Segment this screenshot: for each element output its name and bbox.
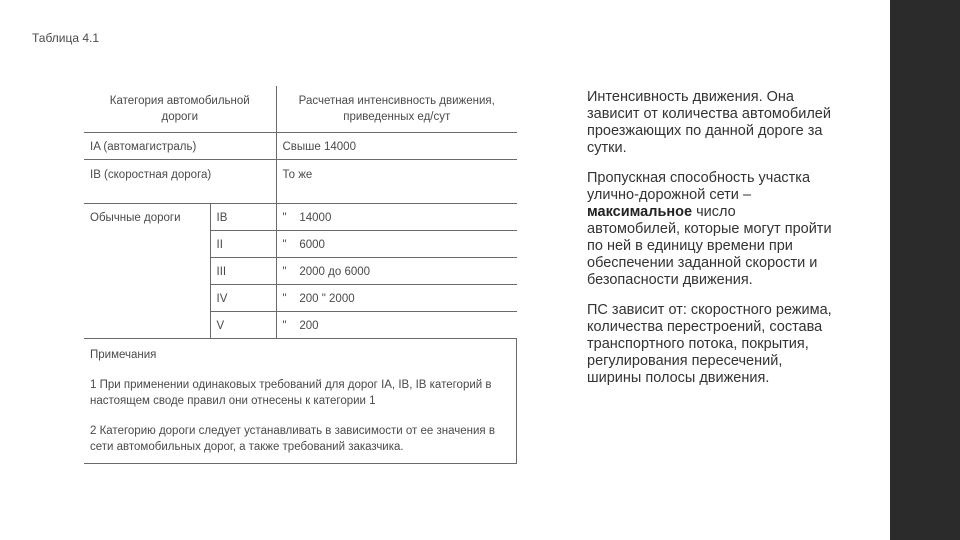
row-value: " 6000 xyxy=(276,231,517,258)
row-value: " 200 xyxy=(276,312,517,339)
road-category-table xyxy=(84,86,517,464)
note-1: 1 При применении одинаковых требований для дорог IA, IB, IB категорий в настоящем своде правил они отнесены к категории 1 xyxy=(90,379,492,407)
table-caption: Таблица 4.1 xyxy=(32,31,100,45)
row-value: То же xyxy=(276,160,517,204)
paragraph-factors: ПС зависит от: скоростного режима, количества перестроений, состава транспортного потока, покрытия, регулирования пересечений, ширины полосы движения. xyxy=(587,302,832,386)
bold-word: максимальное xyxy=(587,204,693,220)
road-class: IB xyxy=(210,204,276,231)
road-class: IV xyxy=(210,285,276,312)
road-class: II xyxy=(210,231,276,258)
header-intensity: Расчетная интенсивность движения, приведенных ед/сут xyxy=(276,86,517,133)
table-row xyxy=(84,160,517,204)
note-2: 2 Категорию дороги следует устанавливать в зависимости от ее значения в сети автомобильных дорог, а также требований заказчика. xyxy=(90,425,495,453)
side-bar xyxy=(890,0,960,540)
paragraph-capacity: Пропускная способность участка улично-дорожной сети – максимальное число автомобилей, которые могут пройти по ней в единицу времени при обеспечении заданной скорости и безопасности движения. xyxy=(587,170,832,288)
category-table xyxy=(84,86,517,338)
row-category: IA (автомагистраль) xyxy=(84,133,276,160)
notes-title: Примечания xyxy=(90,349,157,361)
table-row xyxy=(84,133,517,160)
road-class: III xyxy=(210,258,276,285)
row-value: " 200 " 2000 xyxy=(276,285,517,312)
table-header-row xyxy=(84,86,517,133)
row-category: IB (скоростная дорога) xyxy=(84,160,276,204)
row-value: Свыше 14000 xyxy=(276,133,517,160)
road-class: V xyxy=(210,312,276,339)
row-value: " 14000 xyxy=(276,204,517,231)
table-row xyxy=(84,204,517,231)
ordinary-roads-label: Обычные дороги xyxy=(90,212,181,224)
table-notes xyxy=(84,338,517,464)
header-category: Категория автомобильной дороги xyxy=(84,86,276,133)
row-value: " 2000 до 6000 xyxy=(276,258,517,285)
slide-body-text xyxy=(587,89,832,400)
paragraph-intensity: Интенсивность движения. Она зависит от количества автомобилей проезжающих по данной дороге за сутки. xyxy=(587,89,831,156)
